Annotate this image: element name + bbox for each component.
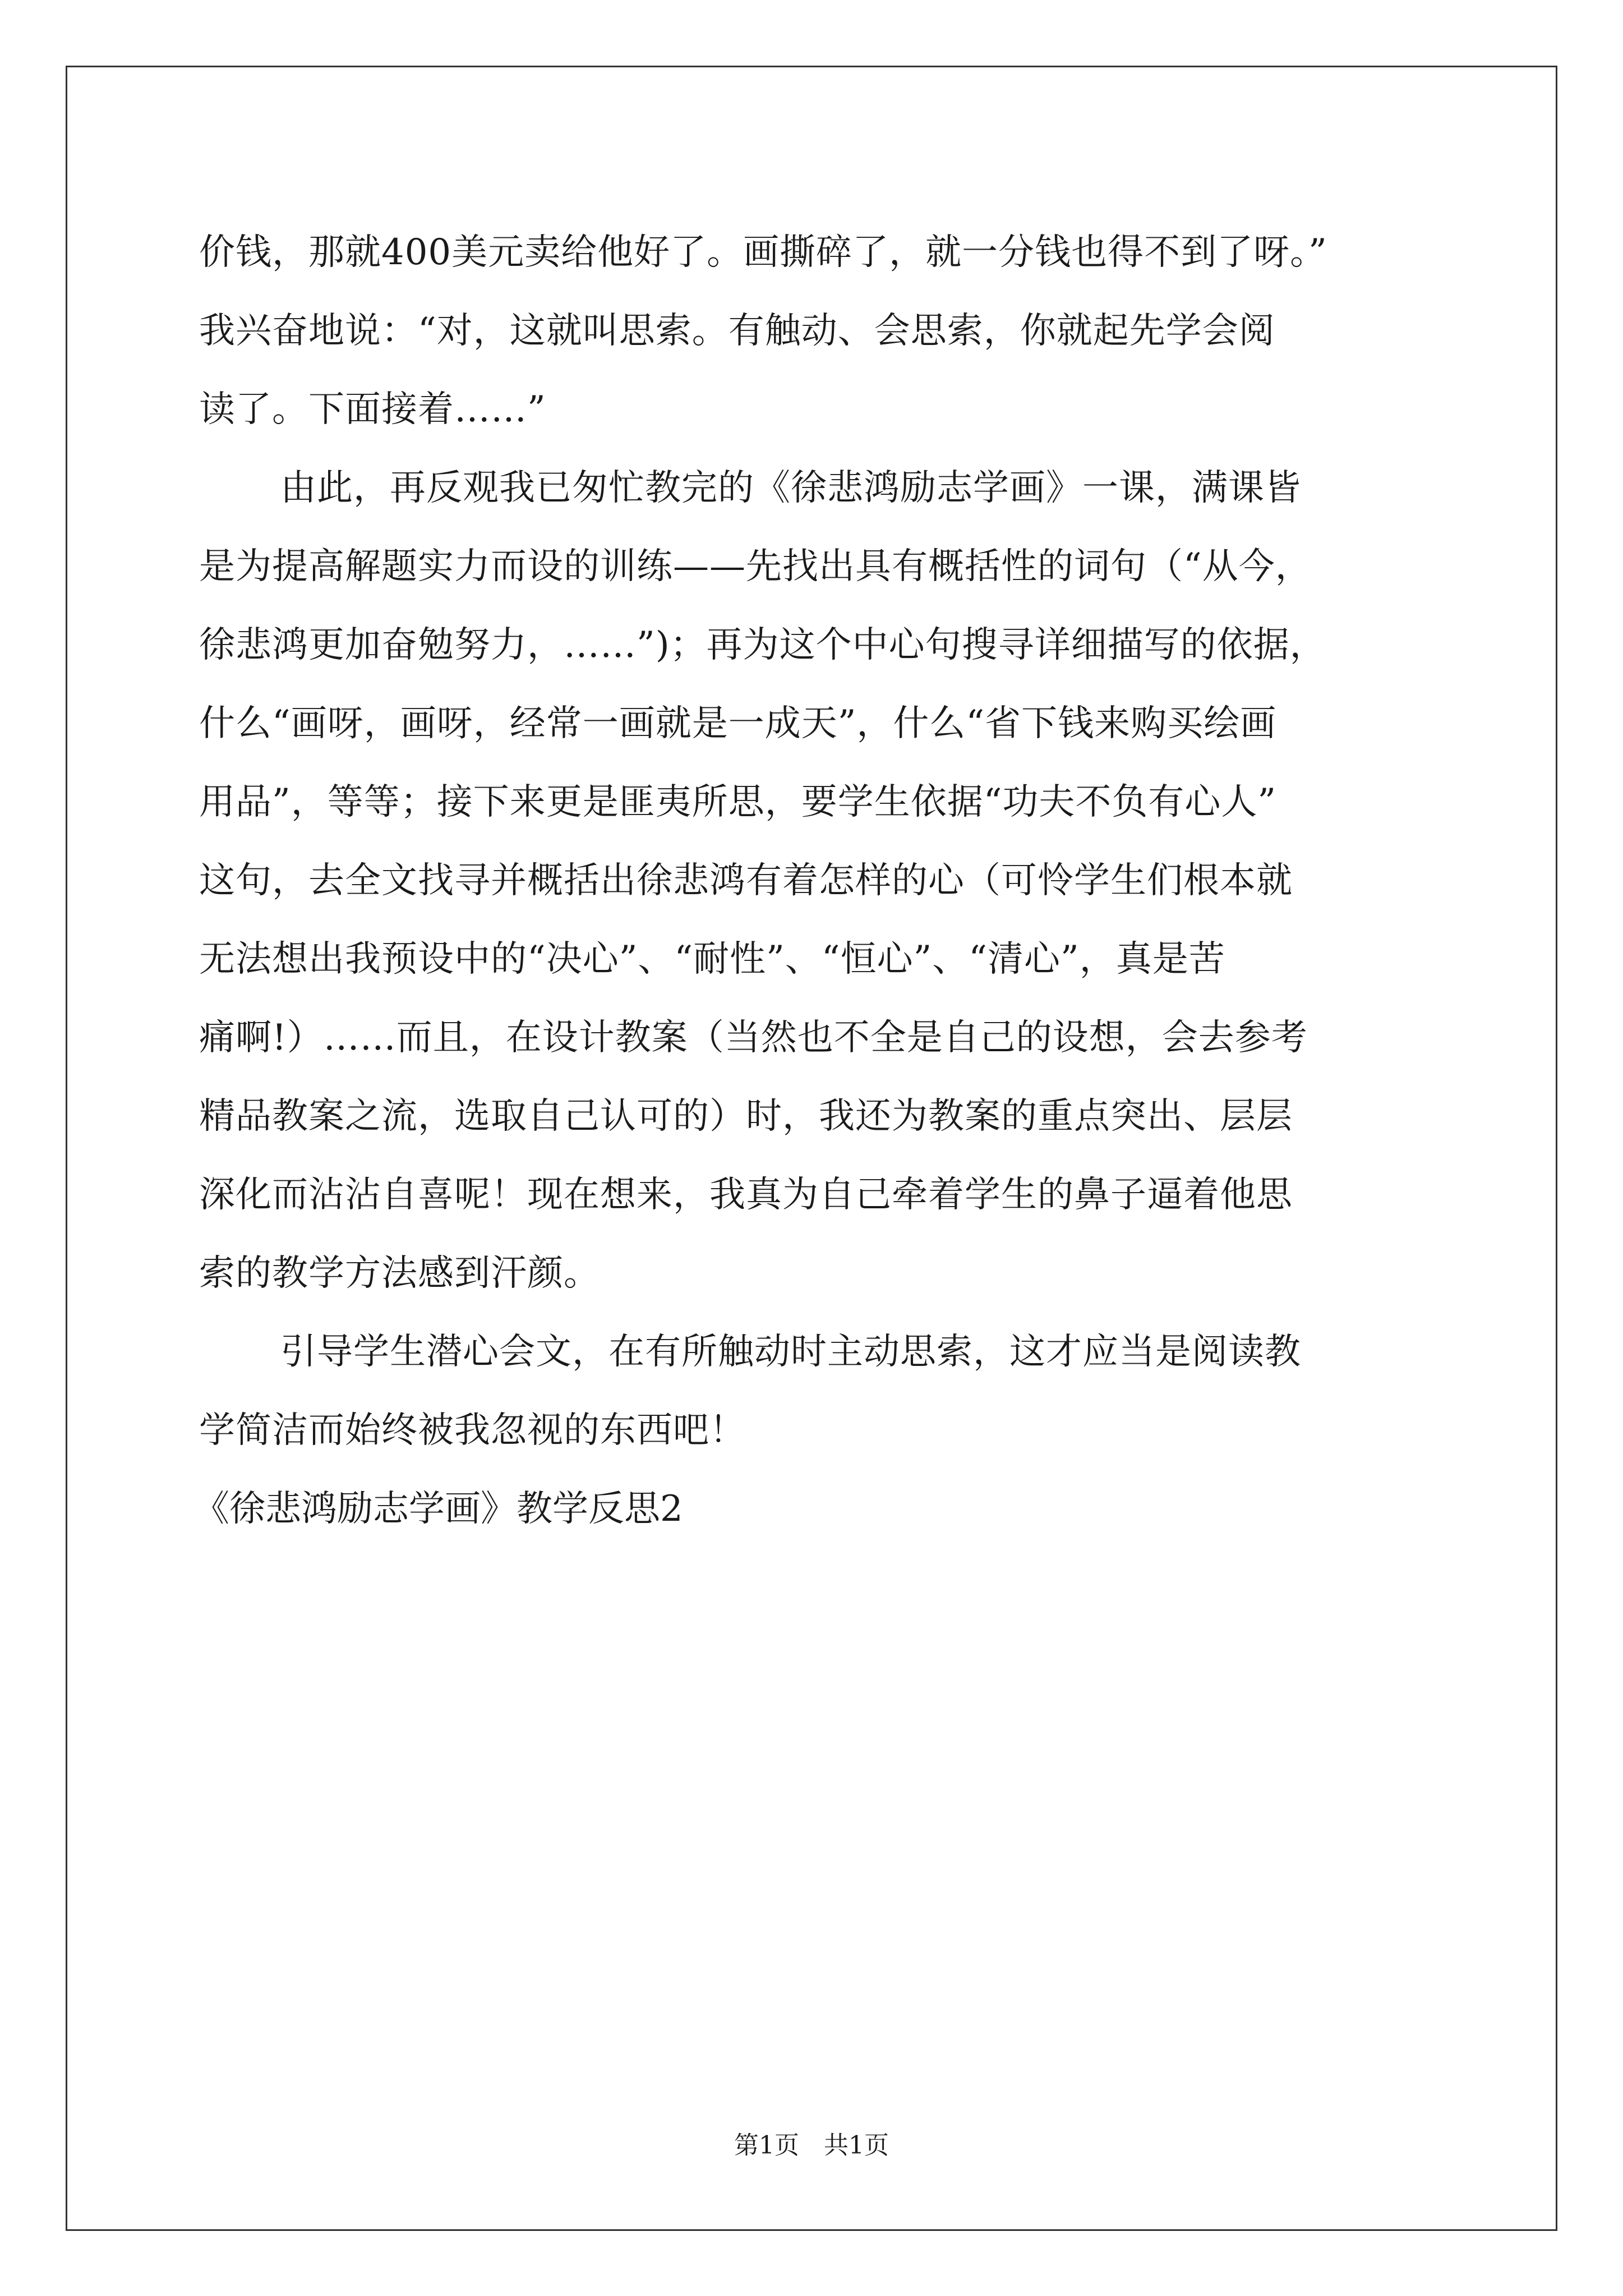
text-line: 精品教案之流，选取自己认可的）时，我还为教案的重点突出、层层	[199, 1096, 1293, 1137]
text-line: 痛啊!）……而且，在设计教案（当然也不全是自己的设想，会去参考	[199, 1017, 1308, 1059]
page-footer: 第1页 共1页	[734, 2131, 889, 2160]
text-line: 是为提高解题实力而设的训练——先找出具有概括性的词句（“从今，	[199, 546, 1312, 587]
text-line: 价钱，那就400美元卖给他好了。画撕碎了，就一分钱也得不到了呀。”	[199, 232, 1327, 273]
text-line: 徐悲鸿更加奋勉努力，……”)；再为这个中心句搜寻详细描写的依据，	[199, 624, 1326, 666]
text-line: 这句，去全文找寻并概括出徐悲鸿有着怎样的心（可怜学生们根本就	[199, 860, 1293, 901]
text-line: 无法想出我预设中的“决心”、“耐性”、“恒心”、“清心”，真是苦	[199, 938, 1225, 980]
paragraph-first-line: 引导学生潜心会文，在有所触动时主动思索，这才应当是阅读教	[280, 1331, 1301, 1373]
text-line: 我兴奋地说：“对，这就叫思索。有触动、会思索，你就起先学会阅	[199, 310, 1275, 352]
text-line: 用品”，等等；接下来更是匪夷所思，要学生依据“功夫不负有心人”	[199, 781, 1277, 823]
text-line: 学简洁而始终被我忽视的东西吧！	[199, 1410, 746, 1451]
text-line: 什么“画呀，画呀，经常一画就是一成天”，什么“省下钱来购买绘画	[199, 703, 1277, 744]
text-line: 索的教学方法感到汗颜。	[199, 1253, 600, 1294]
text-line: 深化而沾沾自喜呢！现在想来，我真为自己牵着学生的鼻子逼着他思	[199, 1174, 1293, 1216]
document-body	[193, 213, 1450, 1548]
text-line: 读了。下面接着……”	[199, 389, 546, 430]
section-heading: 《徐悲鸿励志学画》教学反思2	[193, 1488, 683, 1530]
paragraph-first-line: 由此，再反观我已匆忙教完的《徐悲鸿励志学画》一课，满课皆	[280, 467, 1301, 509]
